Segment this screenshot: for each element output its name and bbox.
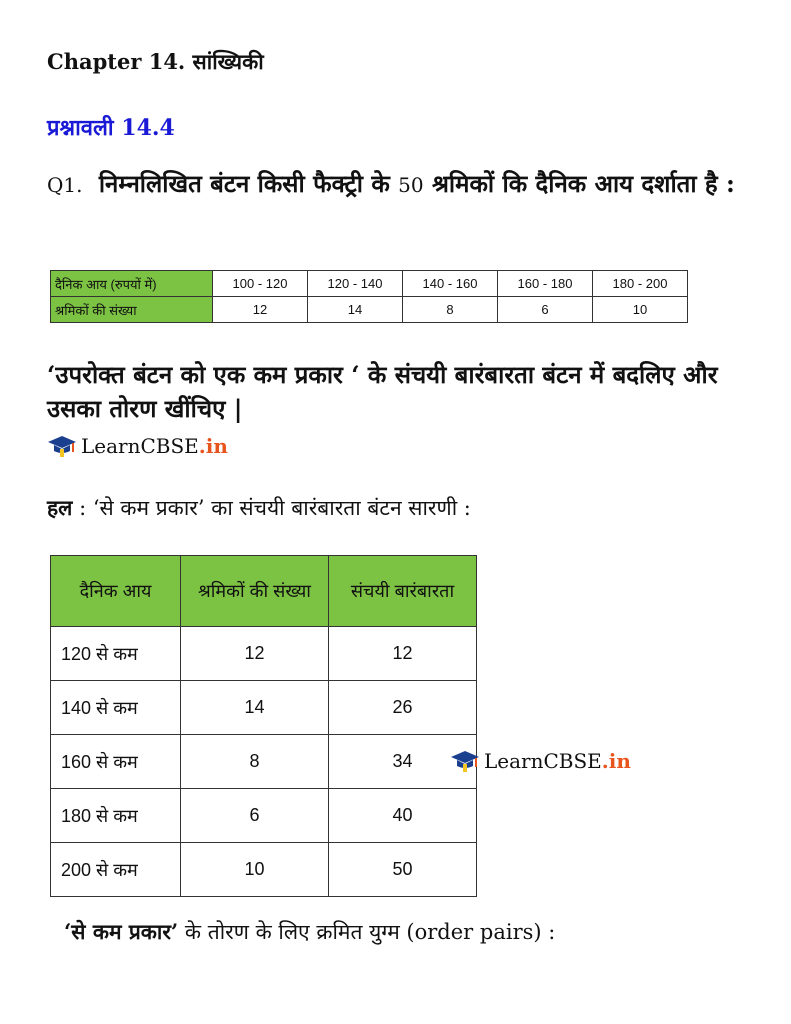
exercise-title: प्रश्नावली 14.4 <box>47 115 175 141</box>
col-header-cumulative: संचयी बारंबारता <box>329 556 477 627</box>
count-cell: 14 <box>308 297 403 323</box>
question-text <box>47 167 757 202</box>
cell-frequency: 12 <box>181 627 329 681</box>
count-cell: 12 <box>213 297 308 323</box>
count-cell: 6 <box>498 297 593 323</box>
table-header-row <box>51 556 477 627</box>
class-cell: 160 - 180 <box>498 271 593 297</box>
graduation-cap-icon <box>450 749 480 773</box>
class-cell: 120 - 140 <box>308 271 403 297</box>
col-header-workers: श्रमिकों की संख्या <box>181 556 329 627</box>
question-text-after: श्रमिकों कि दैनिक आय दर्शाता है : <box>431 169 735 198</box>
order-pairs-text: के तोरण के लिए क्रमित युग्म (order pairs) : <box>184 920 556 944</box>
cell-class: 200 से कम <box>51 843 181 897</box>
table-row <box>51 297 688 323</box>
solution-text: : ‘से कम प्रकार’ का संचयी बारंबारता बंटन सारणी : <box>79 496 471 520</box>
count-cell: 10 <box>593 297 688 323</box>
cell-class: 140 से कम <box>51 681 181 735</box>
watermark-name: LearnCBSE <box>81 434 199 458</box>
cell-frequency: 6 <box>181 789 329 843</box>
class-cell: 180 - 200 <box>593 271 688 297</box>
cell-cumulative: 12 <box>329 627 477 681</box>
table-row <box>51 271 688 297</box>
cell-cumulative: 40 <box>329 789 477 843</box>
watermark-suffix: .in <box>198 434 228 458</box>
instruction-text: ‘उपरोक्त बंटन को एक कम प्रकार ‘ के संचयी बारंबारता बंटन में बदलिए और उसका तोरण खींचिए | <box>47 360 718 423</box>
cell-class: 160 से कम <box>51 735 181 789</box>
graduation-cap-icon <box>47 434 77 458</box>
cell-frequency: 14 <box>181 681 329 735</box>
cell-cumulative: 50 <box>329 843 477 897</box>
table-row <box>51 681 477 735</box>
col-header-income: दैनिक आय <box>51 556 181 627</box>
row-header-workers: श्रमिकों की संख्या <box>51 297 213 323</box>
order-pairs-line <box>64 918 555 946</box>
watermark-suffix: .in <box>601 749 631 773</box>
solution-line <box>47 494 471 522</box>
cell-frequency: 8 <box>181 735 329 789</box>
cell-class: 180 से कम <box>51 789 181 843</box>
count-cell: 8 <box>403 297 498 323</box>
learncbse-watermark <box>450 749 631 773</box>
cell-cumulative: 26 <box>329 681 477 735</box>
table-row <box>51 627 477 681</box>
cell-cumulative: 34 <box>329 735 477 789</box>
table-row <box>51 789 477 843</box>
learncbse-watermark <box>47 434 228 458</box>
cell-class: 120 से कम <box>51 627 181 681</box>
question-number: Q1. <box>47 173 83 197</box>
table-row <box>51 735 477 789</box>
cumulative-frequency-table <box>50 555 477 897</box>
chapter-title: Chapter 14. सांख्यिकी <box>47 49 264 74</box>
question-count: 50 <box>398 173 424 197</box>
solution-label: हल <box>47 495 73 520</box>
order-pairs-bold: ‘से कम प्रकार’ <box>64 919 179 944</box>
question-text-before: निम्नलिखित बंटन किसी फैक्ट्री के <box>98 169 390 198</box>
table-row <box>51 843 477 897</box>
watermark-name: LearnCBSE <box>484 749 602 773</box>
class-cell: 100 - 120 <box>213 271 308 297</box>
cell-frequency: 10 <box>181 843 329 897</box>
row-header-income: दैनिक आय (रुपयों में) <box>51 271 213 297</box>
income-data-table <box>50 270 688 323</box>
class-cell: 140 - 160 <box>403 271 498 297</box>
